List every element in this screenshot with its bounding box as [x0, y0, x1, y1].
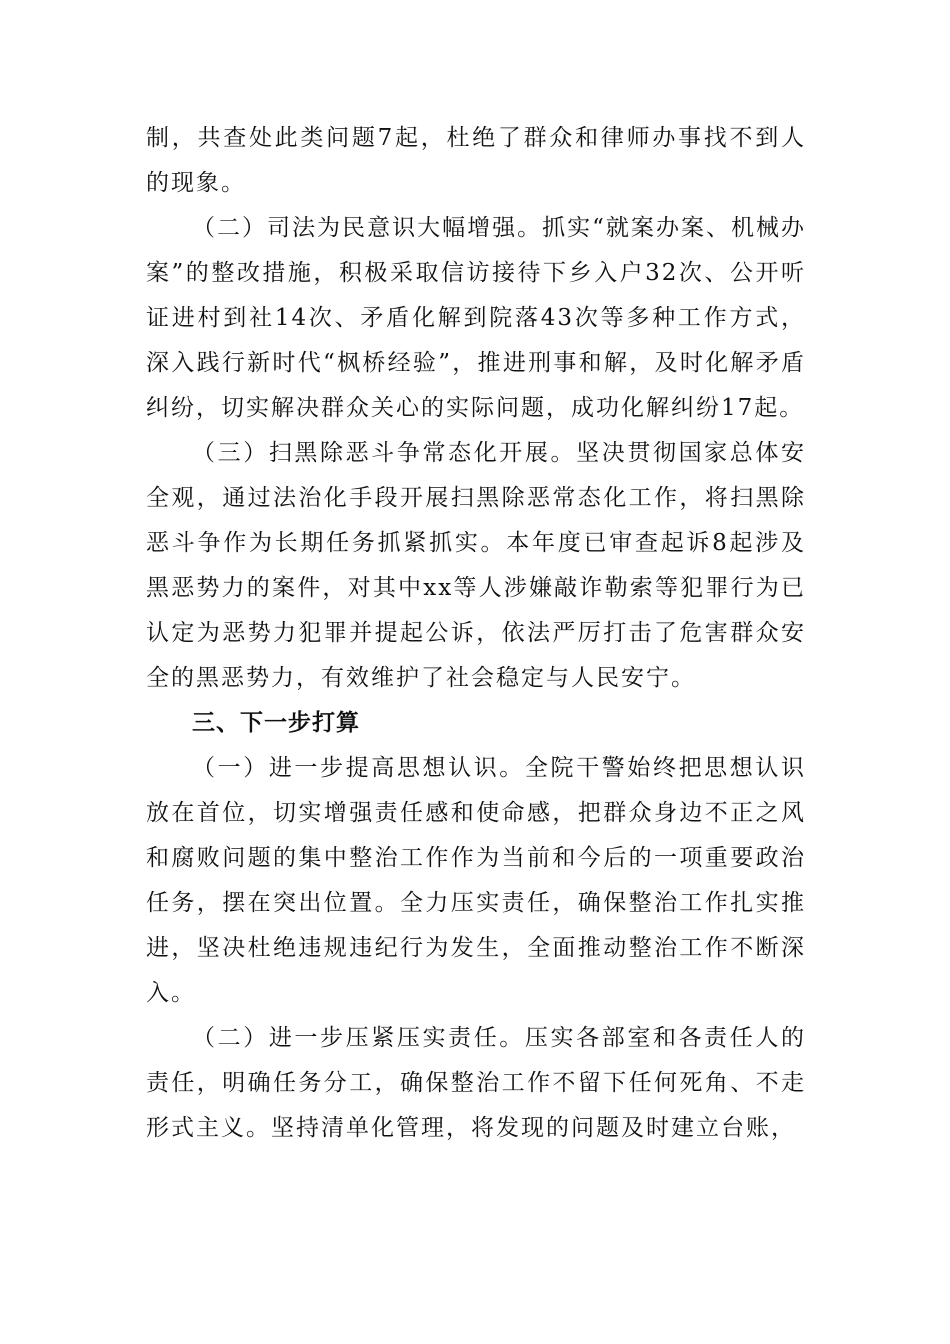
- paragraph-judicial-for-people: （二）司法为民意识大幅增强。抓实“就案办案、机械办案”的整改措施，积极采取信访接待下乡入户32次、公开听证进村到社14次、矛盾化解到院落43次等多种工作方式，深入践行新时代“枫桥经验”，推进刑事和解，及时化解矛盾纠纷，切实解决群众关心的实际问题，成功化解纠纷17起。: [146, 215, 806, 421]
- section-heading-next-steps: 三、下一步打算: [192, 710, 360, 736]
- paragraph-raise-awareness: （一）进一步提高思想认识。全院干警始终把思想认识放在首位，切实增强责任感和使命感，把群众身边不正之风和腐败问题的集中整治工作作为当前和今后的一项重要政治任务，摆在突出位置。全力压实责任，确保整治工作扎实推进，坚决杜绝违规违纪行为发生，全面推动整治工作不断深入。: [146, 755, 806, 1006]
- document-body: [146, 116, 806, 1151]
- paragraph-continuation: 制，共查处此类问题7起，杜绝了群众和律师办事找不到人的现象。: [146, 125, 806, 196]
- paragraph-anti-crime: （三）扫黑除恶斗争常态化开展。坚决贯彻国家总体安全观，通过法治化手段开展扫黑除恶常态化工作，将扫黑除恶斗争作为长期任务抓紧抓实。本年度已审查起诉8起涉及黑恶势力的案件，对其中xx等人涉嫌敲诈勒索等犯罪行为已认定为恶势力犯罪并提起公诉，依法严厉打击了危害群众安全的黑恶势力，有效维护了社会稳定与人民安宁。: [146, 440, 806, 691]
- paragraph-responsibility: （二）进一步压紧压实责任。压实各部室和各责任人的责任，明确任务分工，确保整治工作不留下任何死角、不走形式主义。坚持清单化管理，将发现的问题及时建立台账，: [146, 1025, 806, 1141]
